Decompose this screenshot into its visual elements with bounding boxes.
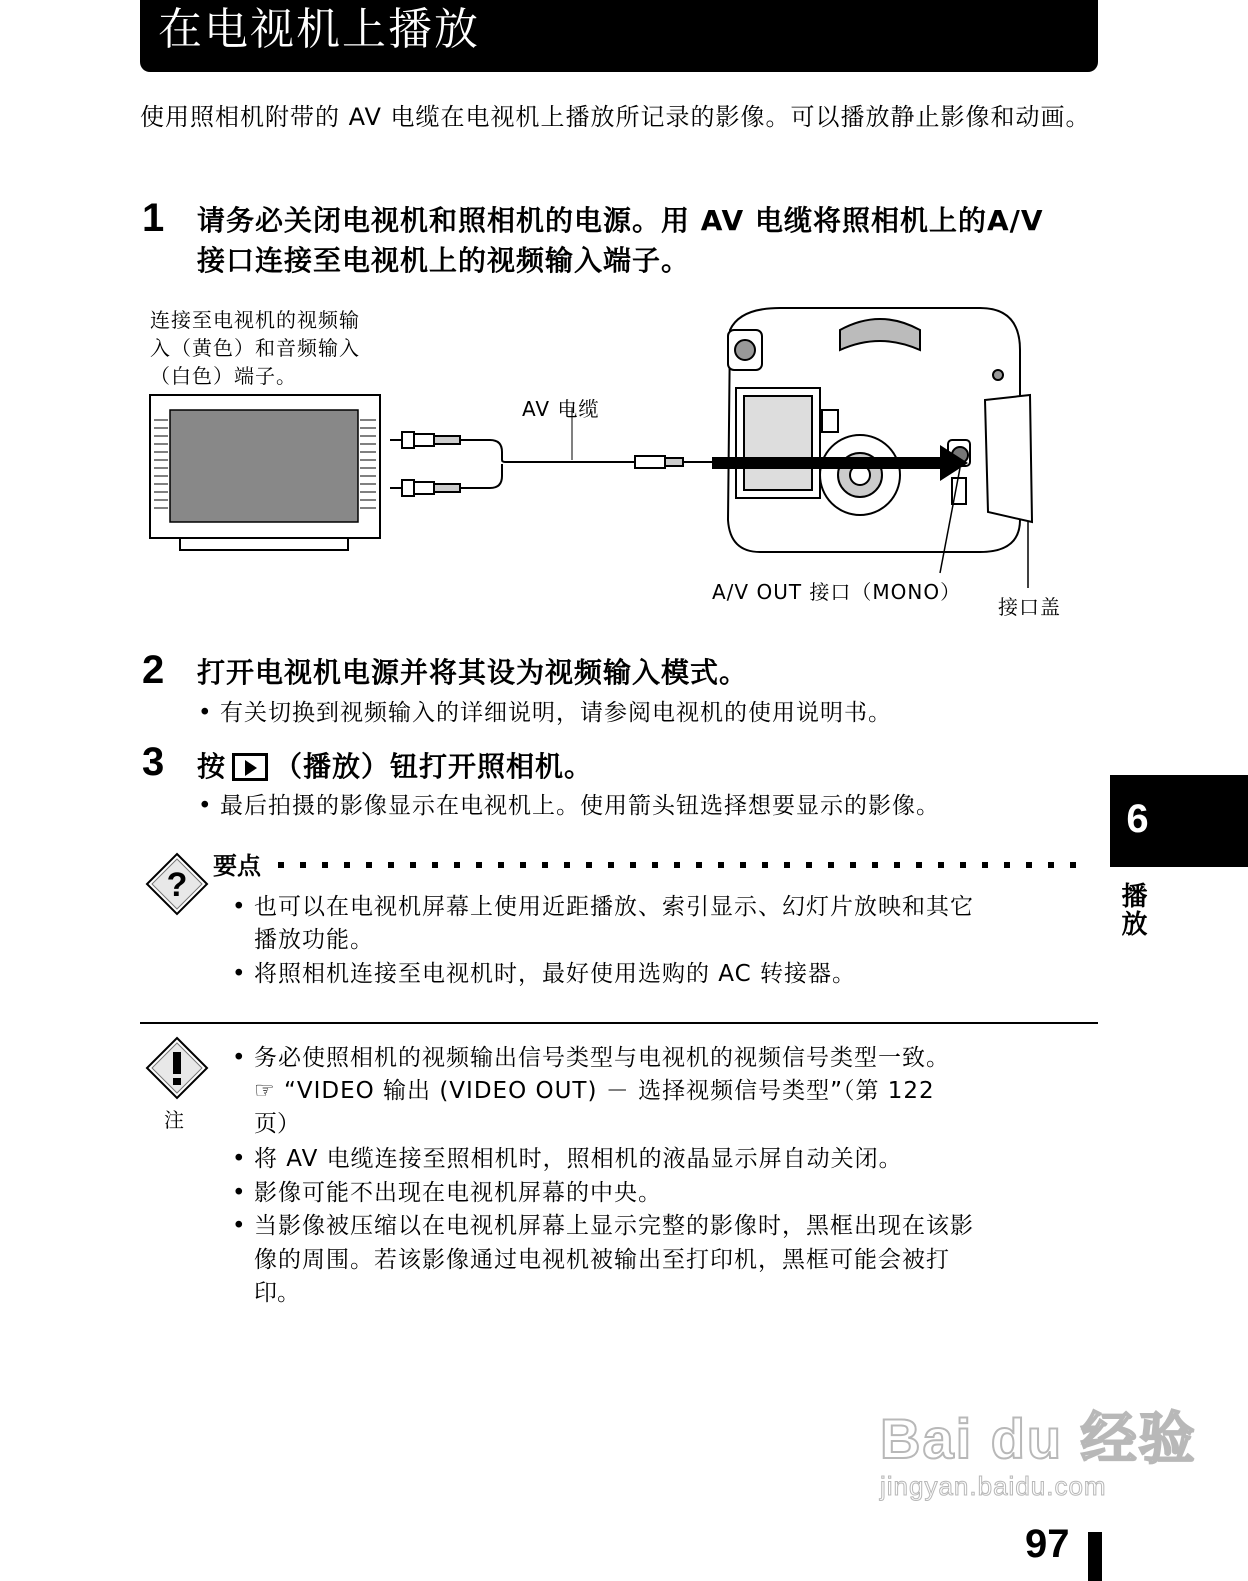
- watermark-url: jingyan.baidu.com: [880, 1471, 1107, 1501]
- port-label: A/V OUT 接口（MONO）: [712, 580, 962, 604]
- connection-diagram: [140, 290, 1060, 590]
- mini-plug: [635, 456, 712, 468]
- note-ref: [254, 1075, 935, 1107]
- av-cable: [460, 408, 635, 488]
- svg-text:?: ?: [166, 866, 188, 904]
- note-4-line-1: • 当影像被压缩以在电视机屏幕上显示完整的影像时，黑框出现在该影: [254, 1210, 974, 1242]
- watermark: [880, 1395, 1197, 1502]
- play-icon: [232, 753, 268, 781]
- caution-icon: [145, 1036, 209, 1100]
- page-title: 在电视机上播放: [158, 4, 480, 55]
- camera-illustration: [728, 308, 1032, 552]
- tip-2-line-1: • 将照相机连接至电视机时，最好使用选购的 AC 转接器。: [254, 958, 856, 990]
- note-2: • 将 AV 电缆连接至照相机时，照相机的液晶显示屏自动关闭。: [254, 1143, 903, 1175]
- tips-dotted-rule: [278, 858, 1078, 872]
- chapter-number: 6: [1126, 797, 1149, 841]
- tip-question-icon: [145, 852, 209, 916]
- step-1-line-1: 请务必关闭电视机和照相机的电源。用 AV 电缆将照相机上的A/V: [197, 204, 1044, 237]
- tips-heading: 要点: [213, 852, 261, 880]
- tip-1-line-2: 播放功能。: [254, 927, 374, 953]
- step-3-number: 3: [142, 740, 165, 784]
- step-3-bullet: • 最后拍摄的影像显示在电视机上。使用箭头钮选择想要显示的影像。: [220, 790, 940, 822]
- rca-plugs: [390, 432, 460, 496]
- cable-label: AV 电缆: [522, 397, 600, 421]
- step-2-bullet: • 有关切换到视频输入的详细说明，请参阅电视机的使用说明书。: [220, 697, 892, 729]
- tv-label-line-3: （白色）端子。: [150, 364, 297, 388]
- note-4-line-3: 印。: [254, 1280, 300, 1306]
- pointing-hand-icon: ☞: [254, 1078, 276, 1104]
- step-1-line-2: 接口连接至电视机上的视频输入端子。: [197, 244, 691, 277]
- note-ref-text: “VIDEO 输出 (VIDEO OUT) － 选择视频信号类型”（第 122: [283, 1078, 935, 1104]
- watermark-main: Bai du 经验: [880, 1407, 1197, 1470]
- cover-label: 接口盖: [998, 595, 1061, 619]
- caution-label: 注: [164, 1108, 184, 1132]
- note-1: • 务必使照相机的视频输出信号类型与电视机的视频信号类型一致。: [254, 1042, 950, 1074]
- step-3-text: [197, 748, 593, 786]
- chapter-label: 播放: [1117, 882, 1147, 938]
- tv-illustration: [150, 395, 380, 550]
- tv-label-line-2: 入（黄色）和音频输入: [150, 336, 360, 360]
- step-1-number: 1: [142, 196, 165, 240]
- tip-1-line-1: • 也可以在电视机屏幕上使用近距播放、索引显示、幻灯片放映和其它: [254, 891, 974, 923]
- note-4-line-2: 像的周围。若该影像通过电视机被输出至打印机，黑框可能会被打: [254, 1247, 950, 1273]
- intro-paragraph: 使用照相机附带的 AV 电缆在电视机上播放所记录的影像。可以播放静止影像和动画。: [140, 103, 1091, 131]
- step-2-text: 打开电视机电源并将其设为视频输入模式。: [197, 656, 749, 689]
- tv-label-line-1: 连接至电视机的视频输: [150, 308, 360, 332]
- note-ref-page: 页）: [254, 1111, 300, 1137]
- step-3-text-before: 按: [197, 750, 227, 783]
- notes-divider: [140, 1022, 1098, 1024]
- step-2-number: 2: [142, 648, 165, 692]
- page-number-bar: [1088, 1532, 1102, 1581]
- page-number: 97: [1025, 1522, 1070, 1566]
- step-3-text-after: （播放）钮打开照相机。: [274, 750, 594, 783]
- chapter-tab: [1110, 775, 1248, 867]
- title-bar: [140, 0, 1098, 72]
- note-3: • 影像可能不出现在电视机屏幕的中央。: [254, 1177, 662, 1209]
